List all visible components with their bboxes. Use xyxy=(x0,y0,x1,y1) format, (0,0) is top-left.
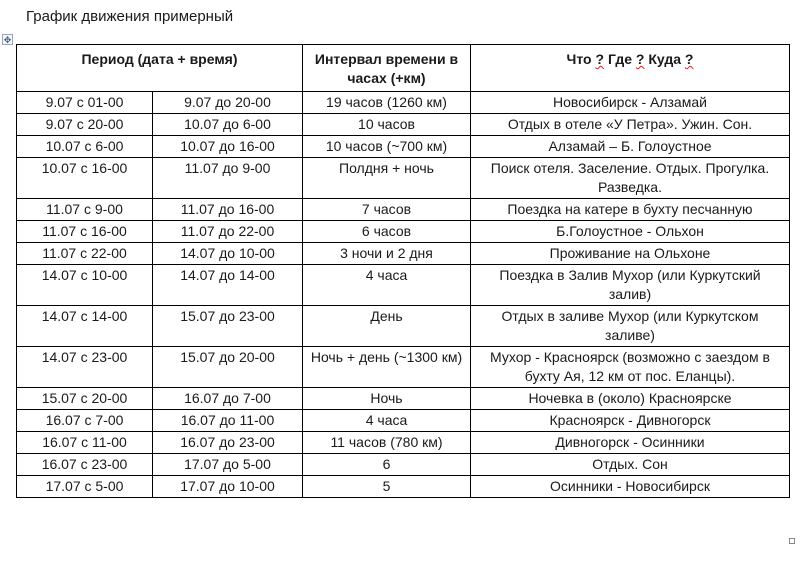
table-row xyxy=(17,388,790,410)
cell-to: 14.07 до 14-00 xyxy=(153,265,303,306)
cell-interval: 3 ночи и 2 дня xyxy=(303,243,471,265)
cell-interval: 7 часов xyxy=(303,199,471,221)
cell-interval: 19 часов (1260 км) xyxy=(303,92,471,114)
cell-to: 16.07 до 23-00 xyxy=(153,432,303,454)
cell-to: 11.07 до 9-00 xyxy=(153,158,303,199)
cell-interval: 10 часов (~700 км) xyxy=(303,136,471,158)
table-row xyxy=(17,92,790,114)
cell-to: 10.07 до 16-00 xyxy=(153,136,303,158)
cell-desc: Отдых в заливе Мухор (или Куркутском заливе) xyxy=(471,306,790,347)
cell-to: 10.07 до 6-00 xyxy=(153,114,303,136)
cell-desc: Ночевка в (около) Красноярске xyxy=(471,388,790,410)
cell-from: 11.07 с 16-00 xyxy=(17,221,153,243)
cell-interval: 4 часа xyxy=(303,265,471,306)
cell-desc: Алзамай – Б. Голоустное xyxy=(471,136,790,158)
cell-desc: Поездка на катере в бухту песчанную xyxy=(471,199,790,221)
cell-interval: 11 часов (780 км) xyxy=(303,432,471,454)
table-move-handle-icon[interactable]: ✥ xyxy=(3,35,12,45)
cell-from: 16.07 с 11-00 xyxy=(17,432,153,454)
table-row xyxy=(17,476,790,498)
cell-interval: 4 часа xyxy=(303,410,471,432)
table-resize-handle[interactable] xyxy=(789,538,795,544)
table-row xyxy=(17,265,790,306)
cell-interval: Полдня + ночь xyxy=(303,158,471,199)
table-row xyxy=(17,432,790,454)
cell-interval: 5 xyxy=(303,476,471,498)
table-row xyxy=(17,243,790,265)
cell-from: 9.07 с 01-00 xyxy=(17,92,153,114)
cell-to: 15.07 до 20-00 xyxy=(153,347,303,388)
cell-to: 17.07 до 10-00 xyxy=(153,476,303,498)
cell-from: 9.07 с 20-00 xyxy=(17,114,153,136)
cell-desc: Красноярск - Дивногорск xyxy=(471,410,790,432)
cell-to: 9.07 до 20-00 xyxy=(153,92,303,114)
cell-from: 16.07 с 7-00 xyxy=(17,410,153,432)
cell-to: 16.07 до 11-00 xyxy=(153,410,303,432)
table-row xyxy=(17,199,790,221)
cell-from: 14.07 с 10-00 xyxy=(17,265,153,306)
cell-to: 14.07 до 10-00 xyxy=(153,243,303,265)
cell-desc: Осинники - Новосибирск xyxy=(471,476,790,498)
cell-from: 11.07 с 9-00 xyxy=(17,199,153,221)
cell-from: 15.07 с 20-00 xyxy=(17,388,153,410)
table-row xyxy=(17,158,790,199)
cell-interval: 10 часов xyxy=(303,114,471,136)
cell-interval: Ночь xyxy=(303,388,471,410)
cell-to: 15.07 до 23-00 xyxy=(153,306,303,347)
cell-interval: 6 xyxy=(303,454,471,476)
cell-from: 14.07 с 23-00 xyxy=(17,347,153,388)
cell-from: 10.07 с 16-00 xyxy=(17,158,153,199)
cell-from: 11.07 с 22-00 xyxy=(17,243,153,265)
cell-interval: 6 часов xyxy=(303,221,471,243)
table-row xyxy=(17,114,790,136)
cell-interval: Ночь + день (~1300 км) xyxy=(303,347,471,388)
cell-desc: Отдых. Сон xyxy=(471,454,790,476)
cell-interval: День xyxy=(303,306,471,347)
table-row xyxy=(17,306,790,347)
header-interval: Интервал времени в часах (+км) xyxy=(303,45,471,92)
cell-desc: Поездка в Залив Мухор (или Куркутский залив) xyxy=(471,265,790,306)
table-row xyxy=(17,221,790,243)
cell-to: 16.07 до 7-00 xyxy=(153,388,303,410)
cell-from: 10.07 с 6-00 xyxy=(17,136,153,158)
cell-from: 14.07 с 14-00 xyxy=(17,306,153,347)
cell-desc: Поиск отеля. Заселение. Отдых. Прогулка. Разведка. xyxy=(471,158,790,199)
header-what-where: Что ? Где ? Куда ? xyxy=(471,45,790,92)
cell-to: 11.07 до 22-00 xyxy=(153,221,303,243)
document-title: График движения примерный xyxy=(26,8,234,25)
cell-desc: Б.Голоустное - Ольхон xyxy=(471,221,790,243)
cell-to: 11.07 до 16-00 xyxy=(153,199,303,221)
table-header-row xyxy=(17,45,790,92)
header-period: Период (дата + время) xyxy=(17,45,303,92)
cell-desc: Отдых в отеле «У Петра». Ужин. Сон. xyxy=(471,114,790,136)
table-row xyxy=(17,136,790,158)
table-row xyxy=(17,454,790,476)
cell-desc: Дивногорск - Осинники xyxy=(471,432,790,454)
table-row xyxy=(17,347,790,388)
cell-from: 16.07 с 23-00 xyxy=(17,454,153,476)
cell-to: 17.07 до 5-00 xyxy=(153,454,303,476)
table-row xyxy=(17,410,790,432)
schedule-table xyxy=(16,44,790,498)
cell-desc: Мухор - Красноярск (возможно с заездом в бухту Ая, 12 км от пос. Еланцы). xyxy=(471,347,790,388)
cell-from: 17.07 с 5-00 xyxy=(17,476,153,498)
cell-desc: Проживание на Ольхоне xyxy=(471,243,790,265)
cell-desc: Новосибирск - Алзамай xyxy=(471,92,790,114)
